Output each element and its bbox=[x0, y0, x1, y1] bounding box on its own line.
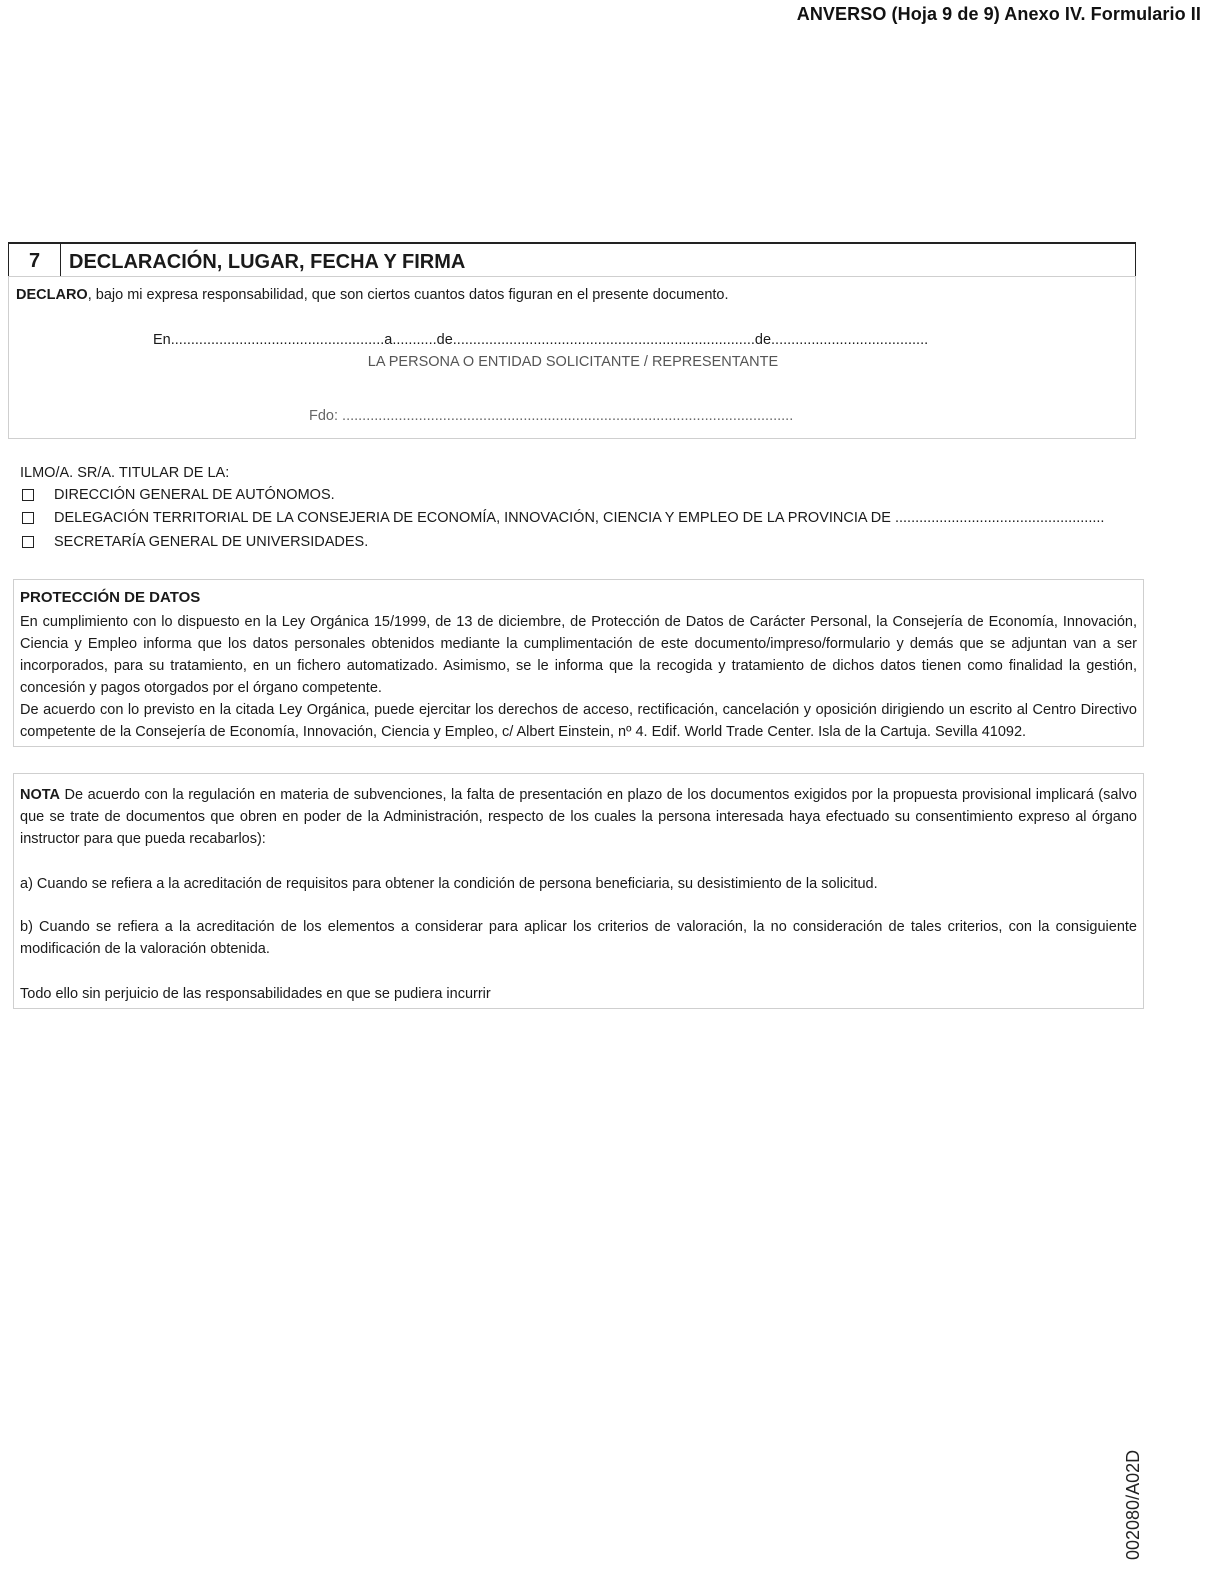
declaro-text: , bajo mi expresa responsabilidad, que son ciertos cuantos datos figuran en el presente documento. bbox=[87, 287, 729, 303]
note-label: NOTA bbox=[20, 787, 61, 803]
recipient-option[interactable] bbox=[22, 510, 1104, 526]
note-box bbox=[13, 773, 1144, 1009]
declaration-box bbox=[8, 276, 1136, 439]
note-item-b: b) Cuando se refiera a la acreditación de los elementos a considerar para aplicar los criterios de valoración, la no consideración de tales criterios, con la consiguiente modificación de la valoración obtenida. bbox=[20, 919, 1137, 957]
signer-label: LA PERSONA O ENTIDAD SOLICITANTE / REPRESENTANTE bbox=[367, 354, 779, 370]
section-title: DECLARACIÓN, LUGAR, FECHA Y FIRMA bbox=[69, 251, 466, 273]
data-protection-box bbox=[13, 579, 1144, 747]
data-protection-paragraph: En cumplimiento con lo dispuesto en la Ley Orgánica 15/1999, de 13 de diciembre, de Protección de Datos de Carácter Personal, la Consejería de Economía, Innovación, Ciencia y Empleo informa que los datos personales obtenidos mediante la cumplimentación de este documento/impreso/formulario y demás que se adjuntan van a ser incorporados, para su tratamiento, en un fichero automatizado. Asimismo, se le informa que la recogida y tratamiento de dichos datos tienen como finalidad la gestión, concesión y pagos otorgados por el órgano competente. bbox=[20, 614, 1137, 696]
recipient-option[interactable] bbox=[22, 534, 368, 550]
recipient-option-label: DELEGACIÓN TERRITORIAL DE LA CONSEJERIA DE ECONOMÍA, INNOVACIÓN, CIENCIA Y EMPLEO DE LA PROVINCIA DE .................................................... bbox=[54, 510, 1105, 526]
recipient-label: ILMO/A. SR/A. TITULAR DE LA: bbox=[20, 465, 230, 481]
document-code: 002080/A02D bbox=[1123, 1449, 1143, 1560]
note-closing: Todo ello sin perjuicio de las responsabilidades en que se pudiera incurrir bbox=[20, 986, 491, 1002]
declaration-statement bbox=[16, 287, 729, 303]
note-intro bbox=[20, 784, 1137, 850]
section-number: 7 bbox=[9, 244, 61, 276]
checkbox-icon[interactable] bbox=[22, 512, 34, 524]
checkbox-icon[interactable] bbox=[22, 489, 34, 501]
recipient-option[interactable] bbox=[22, 487, 335, 503]
recipient-option-label: SECRETARÍA GENERAL DE UNIVERSIDADES. bbox=[54, 534, 369, 550]
page-header-title: ANVERSO (Hoja 9 de 9) Anexo IV. Formulario II bbox=[796, 4, 1201, 24]
data-protection-paragraph: De acuerdo con lo previsto en la citada Ley Orgánica, puede ejercitar los derechos de acceso, rectificación, cancelación y oposición dirigiendo un escrito al Centro Directivo competente de la Consejería de Economía, Innovación, Ciencia y Empleo, c/ Albert Einstein, nº 4. Edif. World Trade Center. Isla de la Cartuja. Sevilla 41092. bbox=[20, 702, 1137, 740]
note-item-a: a) Cuando se refiera a la acreditación de requisitos para obtener la condición de persona beneficiaria, su desistimiento de la solicitud. bbox=[20, 876, 878, 892]
declaro-label: DECLARO bbox=[16, 287, 88, 303]
recipient-option-label: DIRECCIÓN GENERAL DE AUTÓNOMOS. bbox=[54, 487, 335, 503]
section-7-header bbox=[8, 242, 1136, 276]
place-date-field[interactable]: En.....................................................a...........de...........................................................................de....................................... bbox=[153, 332, 929, 348]
data-protection-heading: PROTECCIÓN DE DATOS bbox=[20, 589, 201, 606]
signature-field[interactable]: Fdo: ................................................................................................................ bbox=[309, 408, 794, 424]
checkbox-icon[interactable] bbox=[22, 536, 34, 548]
note-intro-text: De acuerdo con la regulación en materia de subvenciones, la falta de presentación en plazo de los documentos exigidos por la propuesta provisional implicará (salvo que se trate de documentos que obren en poder de la Administración, respecto de los cuales la persona interesada haya efectuado su consentimiento expreso al órgano instructor para que pueda recabarlos): bbox=[20, 787, 1137, 847]
